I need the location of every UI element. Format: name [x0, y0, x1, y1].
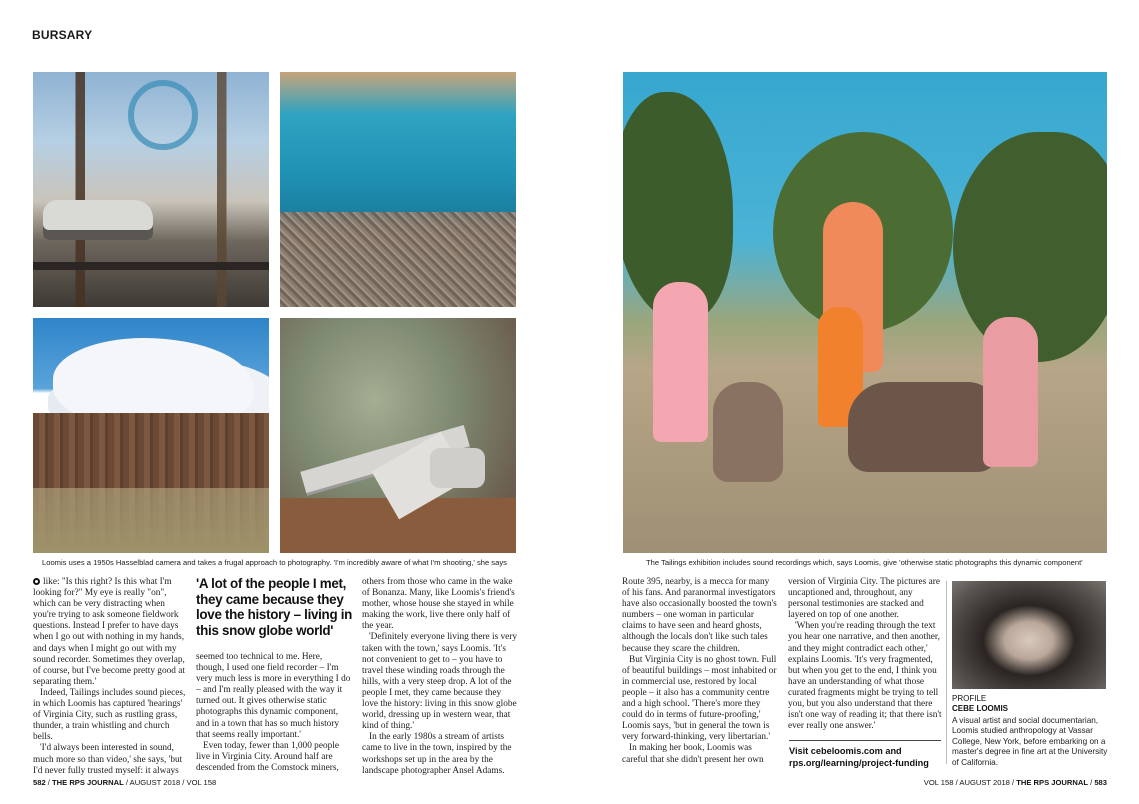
body-column-4	[622, 577, 778, 766]
profile-heading	[952, 694, 1008, 714]
reflection-car-shape	[43, 200, 153, 240]
photo-profile-portrait	[952, 581, 1106, 689]
column-divider	[946, 581, 947, 764]
paragraph: seemed too technical to me. Here, though, I used one field recorder – I'm very much less is more in everything I do – and I'm really pleased with the way it turned out. It gives otherwise static photographs this dynamic component, and in a town that has so much history that seems really important.'	[196, 652, 351, 740]
profile-bio: A visual artist and social documentarian, Loomis studied anthropology at Vassar College, New York, before embarking on a master's degree in fine art at the University of California.	[952, 716, 1108, 767]
child-figure	[983, 317, 1038, 467]
concrete-chunk-shape	[430, 448, 485, 488]
dog-figure	[713, 382, 783, 482]
paragraph: version of Virginia City. The pictures are uncaptioned and, throughout, any personal testimonies are stacked and layered on top of one another.	[788, 577, 940, 621]
body-column-1	[33, 577, 188, 777]
volume: VOL 158	[186, 778, 217, 787]
paragraph: 'I'd always been interested in sound, much more so than video,' she says, 'but I'd never fully trusted myself: it always	[33, 743, 183, 776]
body-column-2	[196, 652, 352, 774]
folio-right: VOL 158 / AUGUST 2018 / THE RPS JOURNAL / 583	[923, 778, 1107, 787]
paragraph: 'Definitely everyone living there is very taken with the town,' says Loomis. 'It's not convenient to get to – you have to travel these winding roads through the hills, with a very steep drop. A lot of the people I met, they came because they love the history: living in this snow globe world, dressing up in western wear, that kind of thing.'	[362, 632, 518, 732]
photo-turquoise-lake	[280, 72, 516, 307]
volume: VOL 158	[923, 778, 954, 787]
page-number: 582	[33, 778, 46, 787]
paragraph: Route 395, nearby, is a mecca for many of his fans. And paranormal investigators have also occasionally boosted the town's numbers – one woman in particular claims to have seen and heard ghosts, although the locals don't like such tales because they scare the children.	[622, 577, 777, 654]
photo-wooden-buildings	[33, 318, 269, 553]
window-bar-shape	[33, 262, 269, 270]
dog-figure	[848, 382, 998, 472]
issue-date: AUGUST 2018	[129, 778, 181, 787]
photo-family-with-dogs	[623, 72, 1107, 553]
photo-window-reflection	[33, 72, 269, 307]
visit-link-line-1[interactable]: Visit cebeloomis.com and	[789, 746, 902, 756]
bullet-icon	[33, 578, 40, 585]
paragraph: Indeed, Tailings includes sound pieces, in which Loomis has captured 'hearings' of Virginia City, such as rustling grass, thunder, a train whistling and church bells.	[33, 687, 186, 743]
issue-date: AUGUST 2018	[959, 778, 1010, 787]
photo-sagebrush-concrete	[280, 318, 516, 553]
caption-left: Loomis uses a 1950s Hasselblad camera and takes a frugal approach to photography. 'I'm incredibly aware of what I'm shooting,' she says	[42, 558, 507, 567]
gravel-shape	[280, 212, 516, 307]
grass-shape	[33, 488, 269, 553]
reflection-sign-shape	[128, 80, 198, 150]
folio-left: 582 / THE RPS JOURNAL / AUGUST 2018 / VOL 158	[33, 778, 217, 787]
page-number: 583	[1094, 778, 1107, 787]
paragraph: In making her book, Loomis was careful that she didn't present her own	[622, 743, 764, 765]
paragraph: 'When you're reading through the text you hear one narrative, and then another, and they might contradict each other,' explains Loomis. 'It's very fragmented, but when you get to the end, I think you have an understanding of what those curated fragments might be trying to tell you, but you also understand that there isn't one way of reading it; that there isn't ever really one answer.'	[788, 621, 942, 732]
paragraph: But Virginia City is no ghost town. Full of beautiful buildings – most inhabited or in commercial use, restored by local people – it also has a community centre and a high school. 'There's more they could do in terms of future-proofing,' Loomis says, 'but in general the town is very forward-thinking, very libertarian.'	[622, 654, 777, 743]
paragraph: Even today, fewer than 1,000 people live in Virginia City. Around half are descended from the Comstock miners,	[196, 740, 339, 773]
paragraph: In the early 1980s a stream of artists came to live in the town, inspired by the workshops set up in the area by the landscape photographer Ansel Adams.	[362, 732, 512, 776]
paragraph: others from those who came in the wake of Bonanza. Many, like Loomis's friend's mother, whose house she stayed in while making the work, live there only half of the year.	[362, 577, 515, 632]
journal-name: THE RPS JOURNAL	[1016, 778, 1088, 787]
journal-name: THE RPS JOURNAL	[52, 778, 124, 787]
caption-right: The Tailings exhibition includes sound recordings which, says Loomis, give 'otherwise static photographs this dynamic component'	[646, 558, 1083, 567]
body-column-3	[362, 577, 518, 777]
section-heading: BURSARY	[32, 28, 93, 42]
visit-link-line-2[interactable]: rps.org/learning/project-funding	[789, 758, 929, 769]
profile-name: CEBE LOOMIS	[952, 704, 1009, 713]
divider	[789, 740, 941, 741]
paragraph-text: like: "Is this right? Is this what I'm looking for?" My eye is really "on", which can be very distracting when you're trying to ask someone fieldwork questions. Instead I prefer to have days when I go out with nothing in my hands, and days when I might go out with my sound recorder. Sometimes they overlap, of course, but I've become pretty good at separating them.'	[33, 577, 185, 687]
paragraph	[33, 577, 188, 688]
child-figure	[653, 282, 708, 442]
pull-quote: 'A lot of the people I met, they came because they love the history – living in this snow globe world'	[196, 576, 353, 638]
visit-links	[789, 745, 929, 769]
profile-label: PROFILE	[952, 694, 987, 703]
body-column-5	[788, 577, 944, 732]
